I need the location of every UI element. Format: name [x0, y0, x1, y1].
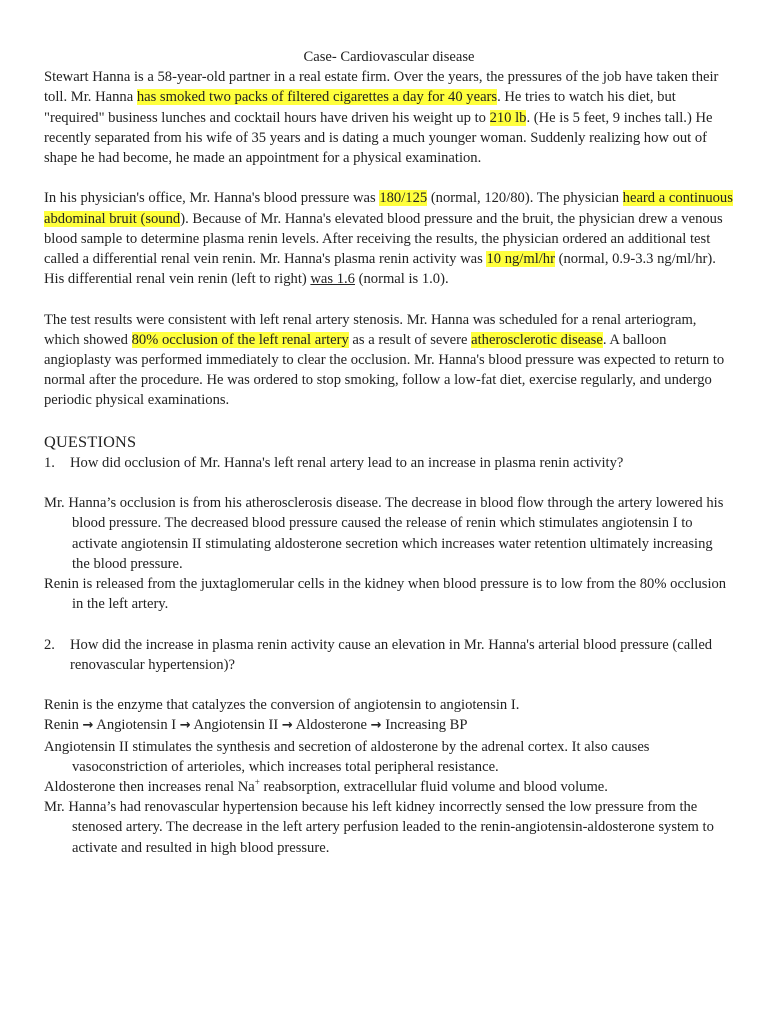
question-2: [44, 635, 734, 675]
highlight-occlusion: 80% occlusion of the left renal artery: [131, 331, 349, 348]
answer-1-paragraph: Renin is released from the juxtaglomerular cells in the kidney when blood pressure is to low from the 80% occlusion in the left artery.: [44, 576, 727, 613]
case-paragraph-2: [44, 188, 734, 289]
pathway-step: Aldosterone: [295, 717, 368, 734]
spacer: [44, 675, 734, 695]
spacer: [44, 473, 734, 493]
superscript: +: [254, 777, 260, 788]
spacer: [44, 614, 734, 634]
case-text: The test results were consistent with left renal artery stenosis. Mr. Hanna was scheduled for a renal arteriogram, which showed: [44, 311, 697, 348]
case-text: ). Because of Mr. Hanna's elevated blood pressure and the bruit, the physician drew a venous blood sample to determine plasma renin levels. After receiving the results, the physician ordered an additional test called a differential renal vein renin. Mr. Hanna's plasma renin activity was: [44, 210, 723, 268]
pathway-step: Renin: [44, 717, 79, 734]
highlight-smoking: has smoked two packs of filtered cigarettes a day for 40 years: [136, 89, 498, 106]
case-paragraph-3: [44, 310, 734, 411]
highlight-atherosclerosis: atherosclerotic disease: [471, 331, 603, 348]
answer-text: Aldosterone then increases renal Na: [44, 779, 255, 796]
case-text: Stewart Hanna is a 58-year-old partner in a real estate firm. Over the years, the pressures of the job have taken their toll. Mr. Hanna: [44, 69, 719, 106]
answer-2-paragraph: Renin is the enzyme that catalyzes the conversion of angiotensin to angiotensin I.: [44, 697, 520, 714]
answer-2-paragraph: Angiotensin II stimulates the synthesis and secretion of aldosterone by the adrenal cortex. It also causes vasoconstriction of arterioles, which increases total peripheral resistance.: [44, 738, 650, 775]
question-text: How did occlusion of Mr. Hanna's left renal artery lead to an increase in plasma renin activity?: [70, 454, 624, 471]
underlined-ratio: was 1.6: [310, 271, 355, 288]
page-title: Case- Cardiovascular disease: [303, 49, 475, 65]
spacer: [44, 168, 734, 188]
arrow-right-icon: →: [370, 718, 382, 734]
question-number: 1.: [44, 454, 55, 471]
highlight-renin-activity: 10 ng/ml/hr: [486, 251, 555, 268]
highlight-weight: 210 lb: [489, 109, 527, 126]
pathway-step: Angiotensin II: [193, 717, 279, 734]
answer-text: reabsorption, extracellular fluid volume and blood volume.: [259, 779, 608, 796]
spacer: [44, 411, 734, 431]
arrow-right-icon: →: [281, 718, 293, 734]
question-1: [44, 453, 734, 473]
case-paragraph-1: [44, 67, 734, 168]
questions-heading: QUESTIONS: [44, 431, 137, 451]
answer-1-paragraph: Mr. Hanna’s occlusion is from his atherosclerosis disease. The decrease in blood flow through the artery lowered his blood pressure. The decreased blood pressure caused the release of renin which stimulates angiotensin I to activate angiotensin II stimulating aldosterone secretion which increases water retention ultimately increasing the blood pressure.: [44, 495, 724, 572]
arrow-right-icon: →: [82, 718, 94, 734]
case-text: as a result of severe: [348, 331, 472, 348]
case-text: (normal, 0.9-3.3 ng/ml/hr). His differential renal vein renin (left to right): [44, 251, 716, 288]
highlight-blood-pressure: 180/125: [379, 190, 428, 207]
answer-2-paragraph: [44, 777, 734, 797]
arrow-right-icon: →: [179, 718, 191, 734]
highlight-bruit: heard a continuous abdominal bruit (sound: [44, 190, 733, 227]
pathway-step: Increasing BP: [385, 717, 468, 734]
document-page: [44, 47, 734, 858]
case-text: (normal, 120/80). The physician: [427, 190, 623, 207]
case-text: (normal is 1.0).: [354, 271, 449, 288]
case-text: . (He is 5 feet, 9 inches tall.) He recently separated from his wife of 35 years and is dating a much younger woman. Suddenly realizing how out of shape he had become, he made an appointment for a physical examination.: [44, 109, 713, 167]
pathway-chain: [44, 715, 734, 736]
question-number: 2.: [44, 636, 55, 653]
case-text: In his physician's office, Mr. Hanna's blood pressure was: [44, 190, 380, 207]
answer-2-paragraph: Mr. Hanna’s had renovascular hypertension because his left kidney incorrectly sensed the low pressure from the stenosed artery. The decrease in the left artery perfusion leaded to the renin-angiotensin-aldosterone system to activate and resulted in high blood pressure.: [44, 799, 714, 856]
case-text: . He tries to watch his diet, but "required" business lunches and cocktail hours have driven his weight up to: [44, 89, 676, 126]
pathway-step: Angiotensin I: [96, 717, 177, 734]
case-text: . A balloon angioplasty was performed immediately to clear the occlusion. Mr. Hanna's blood pressure was expected to return to normal after the procedure. He was ordered to stop smoking, follow a low-fat diet, exercise regularly, and undergo periodic physical examinations.: [44, 331, 725, 409]
question-text: How did the increase in plasma renin activity cause an elevation in Mr. Hanna's arterial blood pressure (called renovascular hypertension)?: [70, 636, 713, 673]
spacer: [44, 289, 734, 309]
